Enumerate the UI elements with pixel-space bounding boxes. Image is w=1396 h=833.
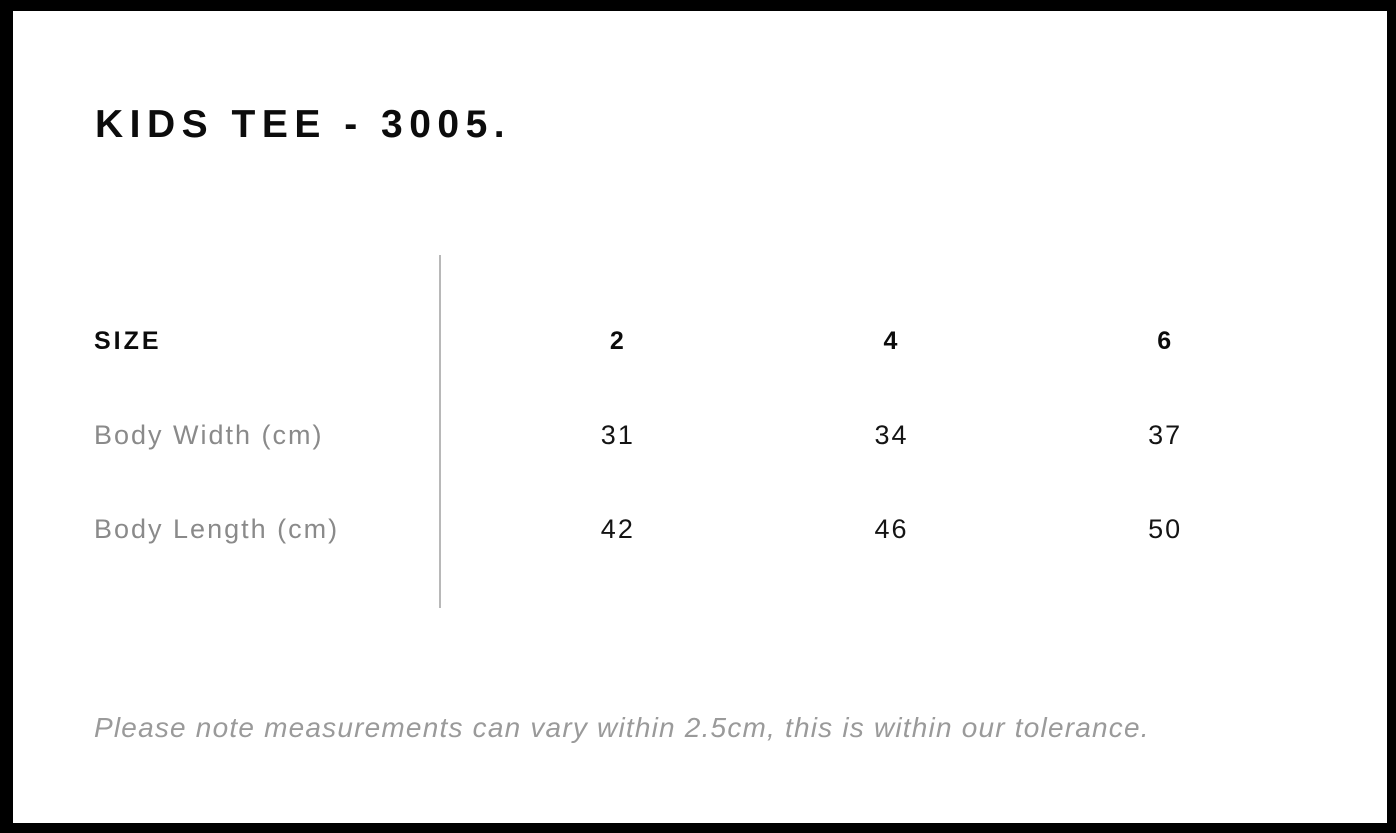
size-column-header-2: 2 [609, 326, 626, 355]
tolerance-note: Please note measurements can vary within 2.5cm, this is within our tolerance. [94, 712, 1150, 743]
size-table [94, 294, 1302, 576]
row-label-body-width: Body Width (cm) [94, 419, 324, 450]
size-column-header-6: 6 [1157, 326, 1174, 355]
body-length-size-4: 46 [874, 513, 909, 544]
body-length-size-6: 50 [1148, 513, 1183, 544]
page-title: KIDS TEE - 3005. [95, 103, 512, 146]
body-width-size-4: 34 [874, 419, 909, 450]
size-column-header-4: 4 [883, 326, 900, 355]
body-length-size-2: 42 [600, 513, 635, 544]
row-label-body-length: Body Length (cm) [94, 513, 340, 544]
body-width-size-6: 37 [1148, 419, 1183, 450]
body-width-size-2: 31 [600, 419, 635, 450]
size-table-header-label: SIZE [94, 326, 162, 355]
